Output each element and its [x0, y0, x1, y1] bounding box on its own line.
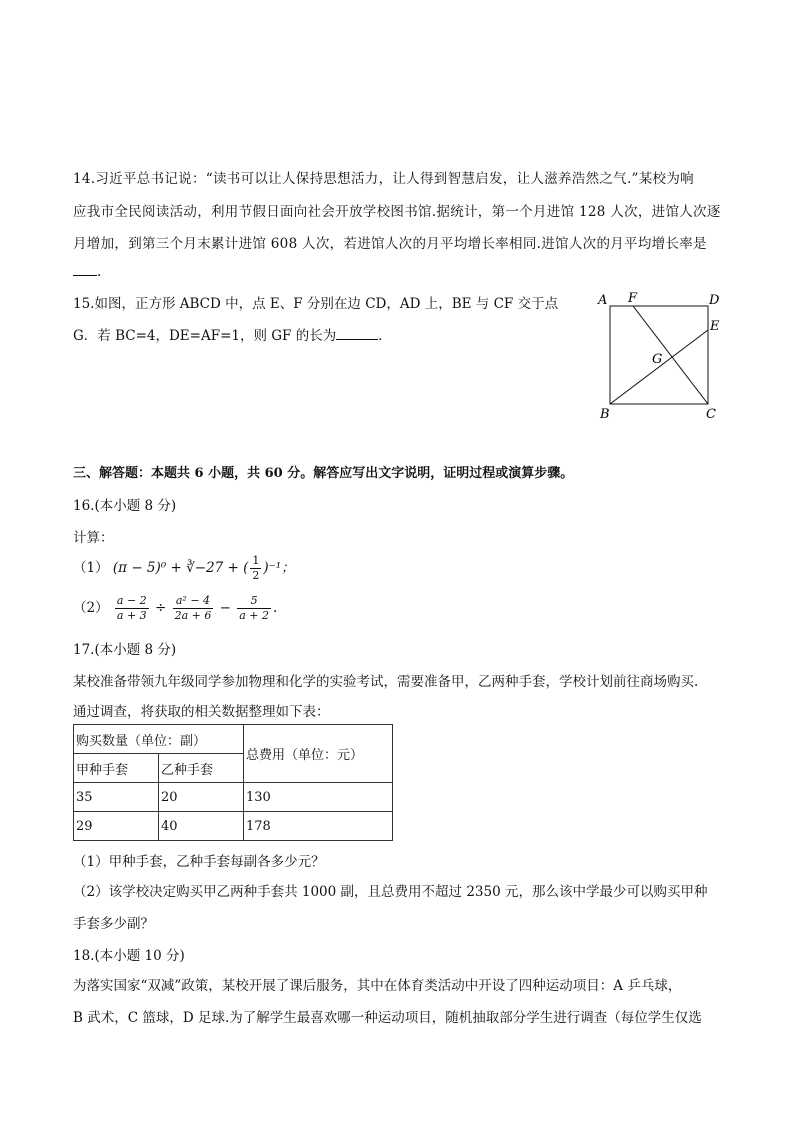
q17-question-2-line-1: （2）该学校决定购买甲乙两种手套共 1000 副，且总费用不超过 2350 元，那么该中学最少可以购买甲种	[73, 884, 708, 900]
q17-question-1: （1）甲种手套，乙种手套每副各多少元？	[73, 854, 325, 870]
table-header-total: 总费用（单位：元）	[244, 725, 393, 783]
label-b: B	[600, 407, 610, 422]
q16-part-1	[73, 554, 295, 583]
q18-title: 18.(本小题 10 分)	[73, 948, 185, 964]
q17-line-2: 通过调查，将获取的相关数据整理如下表：	[73, 704, 330, 720]
table-cell: 40	[159, 812, 244, 841]
segment-cf	[633, 306, 708, 404]
q15-answer-blank[interactable]	[336, 327, 378, 340]
q16-part-2	[73, 594, 277, 623]
q16-part-1-label: （1）	[73, 560, 109, 576]
q14-end-mark: .	[97, 264, 102, 280]
q14-line-1: 14.习近平总书记说：“读书可以让人保持思想活力，让人得到智慧启发，让人滋养浩然之气.”某校为响	[73, 171, 694, 187]
label-g: G	[652, 352, 663, 367]
q14-answer-blank[interactable]	[73, 263, 97, 276]
table-cell: 35	[74, 783, 159, 812]
table-header-glove-b: 乙种手套	[159, 754, 244, 783]
q14-line-2: 应我市全民阅读活动，利用节假日面向社会开放学校图书馆.据统计，第一个月进馆 128 人次，进馆人次逐	[73, 204, 721, 220]
q18-line-2: B 武术，C 篮球，D 足球.为了解学生最喜欢哪一种运动项目，随机抽取部分学生进行调查（每位学生仅选	[73, 1010, 702, 1026]
label-a: A	[598, 293, 608, 308]
q16-part-1-expr: (π − 5)⁰ + ∛−27 + (	[112, 560, 249, 576]
q14-line-3: 月增加，到第三个月末累计进馆 608 人次，若进馆人次的月平均增长率相同.进馆人次的月平均增长率是	[73, 236, 707, 252]
label-d: D	[709, 293, 720, 308]
q16-fraction-1: $\frac{a - 2}{a + 3}$	[116, 594, 147, 622]
q15-line-2	[73, 324, 392, 344]
q16-part-2-label: （2）	[73, 600, 109, 616]
q16-part-1-tail: )⁻¹；	[263, 560, 295, 576]
table-cell: 178	[244, 812, 393, 841]
table-cell: 20	[159, 783, 244, 812]
table-row	[74, 812, 393, 841]
q16-part-1-fraction: $\frac{1}{2}$	[252, 554, 260, 582]
q18-line-1: 为落实国家“双减”政策，某校开展了课后服务，其中在体育类活动中开设了四种运动项目：A 乒乓球，	[73, 978, 682, 994]
label-f: F	[628, 291, 638, 306]
q16-title: 16.(本小题 8 分)	[73, 498, 177, 514]
q15-line-2-text: G．若 BC=4，DE=AF=1，则 GF 的长为	[73, 328, 337, 344]
q17-title: 17.(本小题 8 分)	[73, 642, 177, 658]
q16-divide-sign: ÷	[154, 600, 167, 616]
square-figure	[592, 290, 732, 425]
table-row	[74, 783, 393, 812]
section-3-heading: 三、解答题：本题共 6 小题，共 60 分。解答应写出文字说明，证明过程或演算步骤。	[73, 466, 574, 481]
q16-part-2-end: .	[273, 600, 278, 616]
q16-minus-sign: −	[219, 600, 231, 616]
segment-be	[610, 330, 708, 404]
q15-end-mark: ．	[378, 328, 392, 344]
q17-line-1: 某校准备带领九年级同学参加物理和化学的实验考试，需要准备甲，乙两种手套，学校计划前往商场购买.	[73, 674, 699, 690]
q16-intro: 计算：	[73, 530, 114, 546]
table-cell: 130	[244, 783, 393, 812]
purchase-table	[73, 724, 393, 841]
q14-answer-line	[73, 263, 102, 280]
q15-line-1: 15.如图，正方形 ABCD 中，点 E、F 分别在边 CD，AD 上，BE 与 CF 交于点	[73, 296, 559, 312]
table-header-glove-a: 甲种手套	[74, 754, 159, 783]
label-e: E	[710, 319, 720, 334]
q16-fraction-3: $\frac{5}{a + 2}$	[239, 594, 270, 622]
label-c: C	[706, 407, 716, 422]
table-cell: 29	[74, 812, 159, 841]
q17-question-2-line-2: 手套多少副？	[73, 916, 154, 932]
q16-fraction-2: $\frac{\text{a² − 4}}{2a + 6}$	[174, 594, 212, 622]
table-header-quantity: 购买数量（单位：副）	[74, 725, 244, 754]
